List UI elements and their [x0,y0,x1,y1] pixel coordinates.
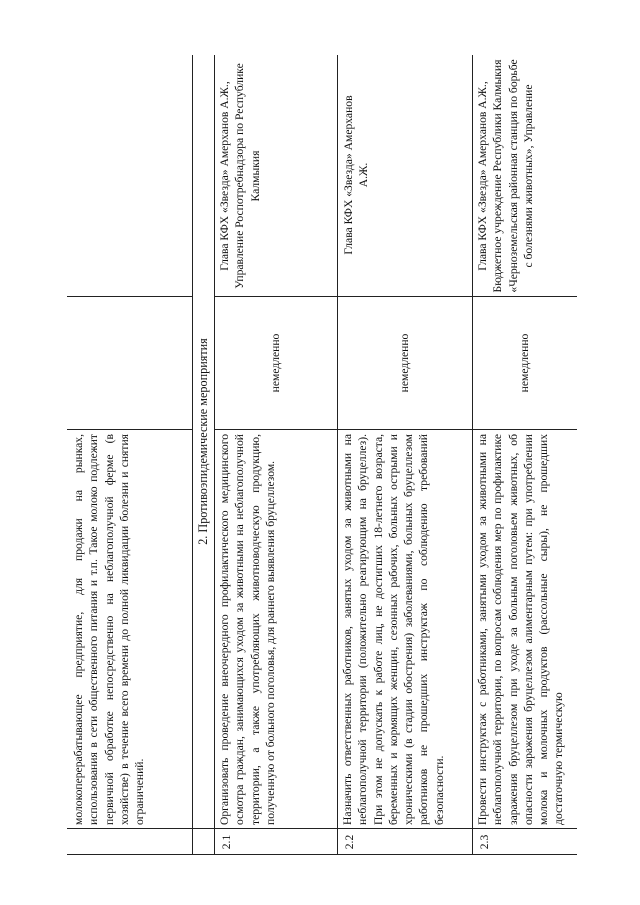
row-measure: Организовать проведение внеочередного профилактического медицинского осмотра граждан, занимающихся уходом за животными на неблагополучной территории, а также употребляющих животноводческую продукцию, полученную от больного поголовья, для раннего выявления бруцеллезом. [218,434,277,825]
row-deadline: немедленно [518,333,532,393]
row-number: 2.2 [343,834,356,850]
section-title: 2. Противоэпидемические мероприятия [195,338,210,545]
rotated-document-table [67,55,577,855]
row-number: 2.3 [478,834,491,850]
row-deadline: немедленно [398,333,412,393]
row-responsible: Глава КФХ «Звезда» Амерханов А.Ж. [342,95,371,255]
row-deadline: немедленно [269,333,283,393]
row-number: 2.1 [220,834,233,850]
row-responsible: Глава КФХ «Звезда» Амерханов А.Ж., Управление Роспотребнадзора по Республике Калмыкия [218,63,262,289]
continuation-text: молокоперерабатывающее предприятие, для продажи на рынках, использования в сети общественного питания и т.п. Такое молоко подлежит первичной обработке непосредственно на неблагополучной ферме (в хозяйстве) в течение всего времени до полной ликвидации болезни и снятия ограничений. [72,434,147,825]
column-divider-deadline [67,296,192,297]
row-responsible: Глава КФХ «Звезда» Амерханов А.Ж., Бюджетное учреждение Республики Калмыкия «Черноземельская районная станция по борьбе с болезнями животных», Управление [476,59,535,293]
row-measure: Провести инструктаж с работниками, занятыми уходом за животными на неблагополучной территории, по вопросам соблюдения мер по профилактике заражения бруцеллезом при уходе за больным поголовьем животных, об опасности заражения бруцеллезом алиментарным путем: при употреблении молока и молочных продуктов (рассольные сыры), не прошедших достаточную термическую [476,434,566,825]
row-measure: Назначить ответственных работников, занятых уходом за животными на неблагополучной территории (положительно реагирующим на бруцеллез). При этом не допускать к работе лиц, не достигших 18-летнего возраста, беременных и кормящих женщин, сезонных рабочих, больных острыми и хроническими (в стадии обострения) заболеваниями, больных бруцеллезом работников не прошедших инструктаж по соблюдению требований безопасности. [341,434,446,825]
